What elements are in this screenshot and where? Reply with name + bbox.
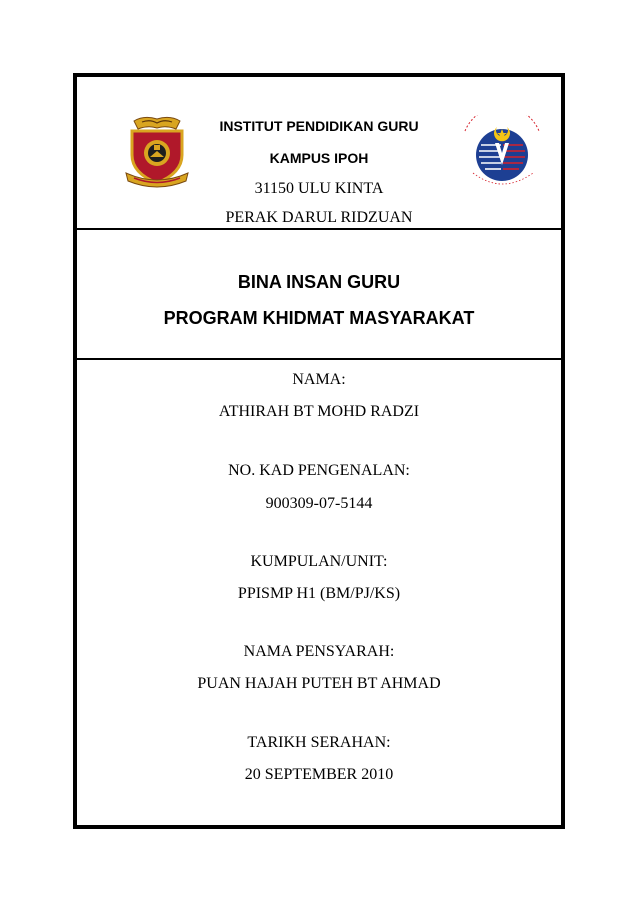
title-divider: [77, 358, 561, 360]
campus-name: KAMPUS IPOH: [269, 150, 369, 166]
lecturer-label: NAMA PENSYARAH:: [243, 643, 395, 660]
ic-value: 900309-07-5144: [265, 495, 373, 512]
institution-name: INSTITUT PENDIDIKAN GURU: [219, 118, 419, 134]
group-value: PPISMP H1 (BM/PJ/KS): [237, 585, 401, 602]
title-line-1: BINA INSAN GURU: [237, 272, 401, 292]
header-divider: [77, 228, 561, 230]
postcode-city: 31150 ULU KINTA: [254, 180, 384, 197]
date-value: 20 SEPTEMBER 2010: [244, 766, 394, 783]
ic-label: NO. KAD PENGENALAN:: [228, 462, 410, 479]
name-value: ATHIRAH BT MOHD RADZI: [218, 403, 420, 420]
title-line-2: PROGRAM KHIDMAT MASYARAKAT: [163, 308, 475, 328]
lecturer-value: PUAN HAJAH PUTEH BT AHMAD: [197, 675, 441, 692]
date-label: TARIKH SERAHAN:: [247, 734, 391, 751]
cover-frame: [73, 73, 565, 829]
state-name: PERAK DARUL RIDZUAN: [225, 209, 413, 226]
name-label: NAMA:: [292, 371, 346, 388]
group-label: KUMPULAN/UNIT:: [250, 553, 388, 570]
